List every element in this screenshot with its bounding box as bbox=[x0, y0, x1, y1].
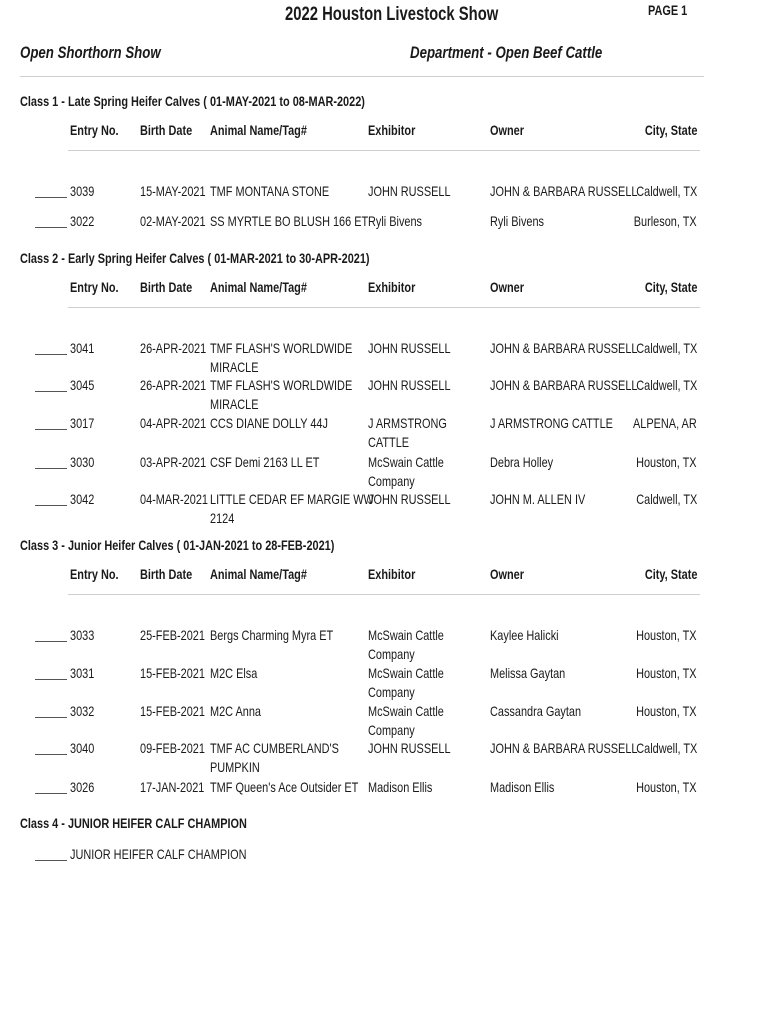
exhibitor-name: Ryli Bivens bbox=[368, 213, 423, 229]
exhibitor-name: McSwain Cattle bbox=[368, 703, 444, 719]
owner-name: J ARMSTRONG CATTLE bbox=[490, 415, 613, 431]
entry-number: 3033 bbox=[70, 627, 95, 643]
birth-date: 25-FEB-2021 bbox=[140, 627, 205, 643]
header-divider bbox=[20, 76, 704, 77]
birth-date: 26-APR-2021 bbox=[140, 340, 207, 356]
placing-blank[interactable] bbox=[35, 197, 67, 198]
city-state: Houston, TX bbox=[636, 454, 697, 470]
animal-name: SS MYRTLE BO BLUSH 166 ET bbox=[210, 213, 369, 229]
owner-name: JOHN & BARBARA RUSSELL bbox=[490, 340, 638, 356]
city-state: Caldwell, TX bbox=[635, 183, 697, 199]
entry-number: 3040 bbox=[70, 740, 95, 756]
champion-label: JUNIOR HEIFER CALF CHAMPION bbox=[70, 846, 247, 862]
placing-blank[interactable] bbox=[35, 754, 67, 755]
column-header-city-state: City, State bbox=[644, 566, 697, 582]
champion-blank[interactable] bbox=[35, 860, 67, 861]
placing-blank[interactable] bbox=[35, 793, 67, 794]
department-name: Department - Open Beef Cattle bbox=[410, 43, 603, 62]
animal-name-continued: MIRACLE bbox=[210, 396, 259, 412]
birth-date: 15-FEB-2021 bbox=[140, 703, 205, 719]
column-header-exhibitor: Exhibitor bbox=[368, 279, 416, 295]
class-heading: Class 4 - JUNIOR HEIFER CALF CHAMPION bbox=[20, 815, 247, 831]
entry-number: 3042 bbox=[70, 491, 95, 507]
birth-date: 26-APR-2021 bbox=[140, 377, 207, 393]
entry-number: 3039 bbox=[70, 183, 95, 199]
animal-name: Bergs Charming Myra ET bbox=[210, 627, 334, 643]
exhibitor-name: JOHN RUSSELL bbox=[368, 340, 451, 356]
city-state: Caldwell, TX bbox=[635, 377, 697, 393]
exhibitor-name: JOHN RUSSELL bbox=[368, 491, 451, 507]
column-header-animal: Animal Name/Tag# bbox=[210, 279, 307, 295]
city-state: Caldwell, TX bbox=[635, 340, 697, 356]
owner-name: Madison Ellis bbox=[490, 779, 555, 795]
column-header-entry: Entry No. bbox=[70, 122, 119, 138]
owner-name: JOHN & BARBARA RUSSELL bbox=[490, 740, 638, 756]
city-state: Caldwell, TX bbox=[635, 740, 697, 756]
placing-blank[interactable] bbox=[35, 679, 67, 680]
city-state: Houston, TX bbox=[636, 779, 697, 795]
birth-date: 15-FEB-2021 bbox=[140, 665, 205, 681]
entry-number: 3022 bbox=[70, 213, 95, 229]
owner-name: JOHN & BARBARA RUSSELL bbox=[490, 183, 638, 199]
column-header-animal: Animal Name/Tag# bbox=[210, 122, 307, 138]
exhibitor-name-continued: Company bbox=[368, 722, 415, 738]
owner-name: JOHN & BARBARA RUSSELL bbox=[490, 377, 638, 393]
placing-blank[interactable] bbox=[35, 468, 67, 469]
animal-name: M2C Elsa bbox=[210, 665, 258, 681]
class-heading: Class 2 - Early Spring Heifer Calves ( 01-MAR-2021 to 30-APR-2021) bbox=[20, 250, 370, 266]
animal-name: CCS DIANE DOLLY 44J bbox=[210, 415, 328, 431]
owner-name: Cassandra Gaytan bbox=[490, 703, 582, 719]
column-header-owner: Owner bbox=[490, 566, 524, 582]
animal-name-continued: MIRACLE bbox=[210, 359, 259, 375]
column-header-birth-date: Birth Date bbox=[140, 566, 193, 582]
city-state: Houston, TX bbox=[636, 665, 697, 681]
column-header-city-state: City, State bbox=[644, 279, 697, 295]
exhibitor-name-continued: Company bbox=[368, 473, 415, 489]
entry-number: 3017 bbox=[70, 415, 95, 431]
birth-date: 02-MAY-2021 bbox=[140, 213, 206, 229]
show-name: Open Shorthorn Show bbox=[20, 43, 161, 62]
placing-blank[interactable] bbox=[35, 429, 67, 430]
placing-blank[interactable] bbox=[35, 717, 67, 718]
column-header-city-state: City, State bbox=[644, 122, 697, 138]
entry-number: 3026 bbox=[70, 779, 95, 795]
column-header-exhibitor: Exhibitor bbox=[368, 122, 416, 138]
exhibitor-name: JOHN RUSSELL bbox=[368, 377, 451, 393]
birth-date: 04-MAR-2021 bbox=[140, 491, 208, 507]
birth-date: 17-JAN-2021 bbox=[140, 779, 205, 795]
animal-name: CSF Demi 2163 LL ET bbox=[210, 454, 320, 470]
column-header-birth-date: Birth Date bbox=[140, 279, 193, 295]
column-header-divider bbox=[68, 307, 700, 308]
animal-name: TMF FLASH'S WORLDWIDE bbox=[210, 377, 353, 393]
exhibitor-name: JOHN RUSSELL bbox=[368, 183, 451, 199]
placing-blank[interactable] bbox=[35, 391, 67, 392]
class-heading: Class 3 - Junior Heifer Calves ( 01-JAN-2021 to 28-FEB-2021) bbox=[20, 537, 335, 553]
birth-date: 03-APR-2021 bbox=[140, 454, 207, 470]
class-heading: Class 1 - Late Spring Heifer Calves ( 01-MAY-2021 to 08-MAR-2022) bbox=[20, 93, 365, 109]
animal-name: TMF AC CUMBERLAND'S bbox=[210, 740, 339, 756]
owner-name: Kaylee Halicki bbox=[490, 627, 559, 643]
exhibitor-name: McSwain Cattle bbox=[368, 627, 444, 643]
animal-name: TMF MONTANA STONE bbox=[210, 183, 330, 199]
birth-date: 15-MAY-2021 bbox=[140, 183, 206, 199]
column-header-animal: Animal Name/Tag# bbox=[210, 566, 307, 582]
column-header-divider bbox=[68, 594, 700, 595]
report-title: 2022 Houston Livestock Show bbox=[285, 4, 499, 25]
city-state: ALPENA, AR bbox=[633, 415, 697, 431]
animal-name: TMF FLASH'S WORLDWIDE bbox=[210, 340, 353, 356]
exhibitor-name: McSwain Cattle bbox=[368, 454, 444, 470]
entry-number: 3030 bbox=[70, 454, 95, 470]
owner-name: Melissa Gaytan bbox=[490, 665, 566, 681]
column-header-owner: Owner bbox=[490, 279, 524, 295]
city-state: Houston, TX bbox=[636, 703, 697, 719]
page-number: PAGE 1 bbox=[648, 2, 688, 18]
exhibitor-name-continued: Company bbox=[368, 684, 415, 700]
animal-name-continued: 2124 bbox=[210, 510, 235, 526]
placing-blank[interactable] bbox=[35, 505, 67, 506]
entry-number: 3041 bbox=[70, 340, 95, 356]
birth-date: 04-APR-2021 bbox=[140, 415, 207, 431]
city-state: Caldwell, TX bbox=[635, 491, 697, 507]
animal-name: LITTLE CEDAR EF MARGIE WW bbox=[210, 491, 374, 507]
placing-blank[interactable] bbox=[35, 227, 67, 228]
entry-number: 3031 bbox=[70, 665, 95, 681]
column-header-divider bbox=[68, 150, 700, 151]
exhibitor-name: JOHN RUSSELL bbox=[368, 740, 451, 756]
entry-number: 3032 bbox=[70, 703, 95, 719]
placing-blank[interactable] bbox=[35, 641, 67, 642]
column-header-exhibitor: Exhibitor bbox=[368, 566, 416, 582]
animal-name: TMF Queen's Ace Outsider ET bbox=[210, 779, 359, 795]
column-header-entry: Entry No. bbox=[70, 566, 119, 582]
exhibitor-name: Madison Ellis bbox=[368, 779, 433, 795]
placing-blank[interactable] bbox=[35, 354, 67, 355]
exhibitor-name: J ARMSTRONG bbox=[368, 415, 447, 431]
exhibitor-name-continued: CATTLE bbox=[368, 434, 410, 450]
owner-name: JOHN M. ALLEN IV bbox=[490, 491, 586, 507]
exhibitor-name: McSwain Cattle bbox=[368, 665, 444, 681]
column-header-entry: Entry No. bbox=[70, 279, 119, 295]
animal-name-continued: PUMPKIN bbox=[210, 759, 260, 775]
city-state: Burleson, TX bbox=[634, 213, 697, 229]
city-state: Houston, TX bbox=[636, 627, 697, 643]
owner-name: Debra Holley bbox=[490, 454, 554, 470]
entry-number: 3045 bbox=[70, 377, 95, 393]
column-header-owner: Owner bbox=[490, 122, 524, 138]
birth-date: 09-FEB-2021 bbox=[140, 740, 205, 756]
animal-name: M2C Anna bbox=[210, 703, 261, 719]
exhibitor-name-continued: Company bbox=[368, 646, 415, 662]
column-header-birth-date: Birth Date bbox=[140, 122, 193, 138]
owner-name: Ryli Bivens bbox=[490, 213, 545, 229]
